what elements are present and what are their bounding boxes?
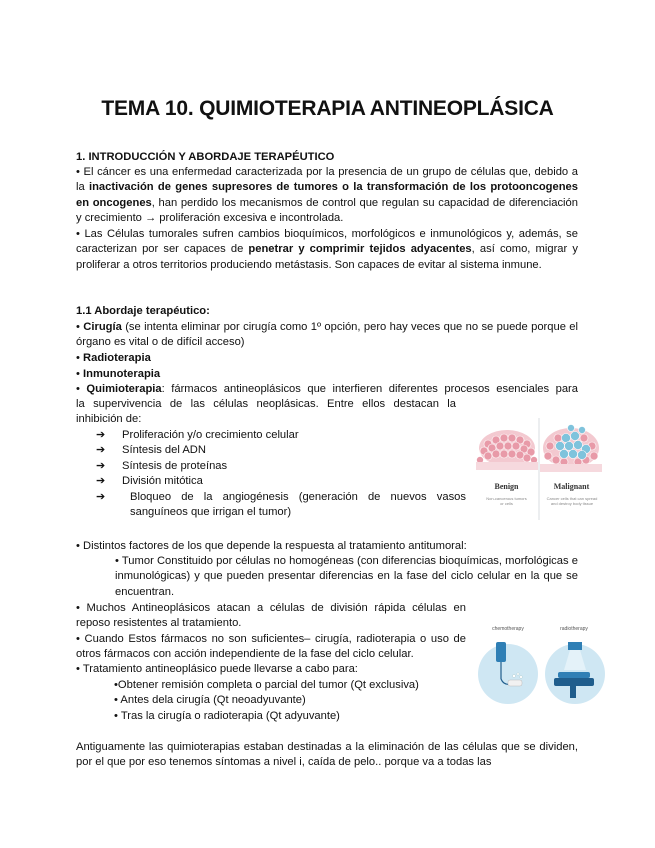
list-item-quimioterapia xyxy=(76,382,578,397)
list-item-inmunoterapia xyxy=(76,367,578,382)
benign-label: Benign xyxy=(494,482,519,491)
arrow-icon: ➔ xyxy=(96,490,106,503)
list-item: •Obtener remisión completa o parcial del tumor (Qt exclusiva) xyxy=(114,679,419,691)
radiation-machine-icon xyxy=(568,642,582,650)
final-paragraph: Antiguamente las quimioterapias estaban destinadas a la eliminación de las células que se dividen, por el que por eso tenemos síntomas a nivel i, caída de pelo.. porque va a todas las xyxy=(76,741,578,769)
item-label: Inmunoterapia xyxy=(83,368,161,380)
cuando-item: • Cuando Estos fármacos no son suficientes– cirugía, radioterapia o uso de otros fármacos con acción independiente de la fase del ciclo celular. xyxy=(76,633,466,661)
list-item: ➔ Bloqueo de la angiogénesis (generación de nuevos vasos sanguíneos que irrigan el tumor) xyxy=(96,490,466,521)
bullet: • xyxy=(76,321,84,333)
quimio-line3: inhibición de: xyxy=(76,413,142,425)
bullet: • xyxy=(76,383,87,395)
iv-bag-icon xyxy=(496,642,506,662)
treatment-illustration xyxy=(474,624,609,712)
tratamiento-sublist xyxy=(114,678,454,724)
paragraph-text: , así como, migrar y proliferar a otros territorios produciendo metástasis. Son capaces de evitar al sistema inmune. xyxy=(76,243,578,271)
figure-chemo-radio xyxy=(474,624,609,712)
arrow-icon: ➔ xyxy=(96,429,106,441)
list-item: • Antes dela cirugía (Qt neoadyuvante) xyxy=(114,694,306,707)
arrow-icon: ➔ xyxy=(96,475,106,488)
list-item-radioterapia xyxy=(76,351,578,366)
cells-illustration xyxy=(474,416,604,524)
item-label: Radioterapia xyxy=(83,352,151,364)
benign-caption: Non-cancerous tumors or cells xyxy=(486,496,527,506)
factors-intro: • Distintos factores de los que depende la respuesta al tratamiento antitumoral: xyxy=(76,540,467,552)
section-heading-abordaje: 1.1 Abordaje terapéutico: xyxy=(76,305,210,317)
tratamiento-item: • Tratamiento antineoplásico puede llevarse a cabo para: xyxy=(76,663,358,675)
paragraph-bold-text: inactivación de genes supresores de tumores o la transformación de los protooncogenes en oncogenes xyxy=(76,181,578,209)
malignant-label: Malignant xyxy=(553,482,590,491)
malignant-caption: Cancer cells that can spread and destroy body tissue xyxy=(546,496,598,506)
bullet: • xyxy=(76,352,84,364)
radiotherapy-label: radiotherapy xyxy=(560,626,588,632)
list-item: ➔ Síntesis del ADN xyxy=(96,443,466,458)
item-label: Quimioterapia xyxy=(86,383,162,395)
muchos-item: • Muchos Antineoplásicos atacan a células de división rápida células en reposo resistentes al tratamiento. xyxy=(76,602,466,630)
item-label: Cirugía xyxy=(83,321,122,333)
paragraph-text: , han perdido los mecanismos de control que regulan su capacidad de diferenciación y crecimiento → proliferación excesiva e incontrolada. xyxy=(76,196,578,225)
list-item-cirugia xyxy=(76,320,578,351)
document-title: TEMA 10. QUIMIOTERAPIA ANTINEOPLÁSICA xyxy=(101,97,554,120)
bullet: • xyxy=(76,368,84,380)
arrow-icon: ➔ xyxy=(96,459,106,472)
list-item: ➔ División mitótica xyxy=(96,474,466,489)
tumor-item: • Tumor Constituido por células no homogéneas (con diferencias bioquímicas, morfológicas e inmunológicas) y que pueden presentar diferencias en la fase del ciclo celular en la que se encuentran. xyxy=(115,555,578,598)
paragraph-text: • Las Células tumorales sufren cambios bioquímicos, morfológicos e inmunológicos y, además, se caracterizan por ser capaces de xyxy=(76,228,578,256)
list-item: ➔ Proliferación y/o crecimiento celular xyxy=(96,428,466,443)
paragraph-bold-text: penetrar y comprimir tejidos adyacentes xyxy=(248,243,472,256)
chemotherapy-label: chemotherapy xyxy=(492,626,524,632)
section-heading-introduccion: 1. INTRODUCCIÓN Y ABORDAJE TERAPÉUTICO xyxy=(76,151,335,163)
item-text: (se intenta eliminar por cirugía como 1º opción, pero hay veces que no se puede porque el órgano es vital o de difícil acceso) xyxy=(76,321,578,349)
paragraph-tumor-cells xyxy=(76,227,578,273)
arrow-icon: ➔ xyxy=(96,444,106,457)
list-item: ➔ Síntesis de proteínas xyxy=(96,459,466,474)
figure-benign-malignant xyxy=(474,416,604,524)
list-item: • Tras la cirugía o radioterapia (Qt adyuvante) xyxy=(114,709,340,722)
quimio-line2: la supervivencia de las células neoplásicas. Entre ellos destacan la xyxy=(76,398,456,410)
quimio-line1: • Quimioterapia: fármacos antineoplásicos que interfieren diferentes procesos esenciales para xyxy=(76,383,578,395)
paragraph-text: • El cáncer es una enfermedad caracterizada por la presencia de un grupo de células que, debido a la xyxy=(76,166,578,194)
paragraph-cancer-definition xyxy=(76,165,578,227)
inhibition-list xyxy=(96,428,466,520)
